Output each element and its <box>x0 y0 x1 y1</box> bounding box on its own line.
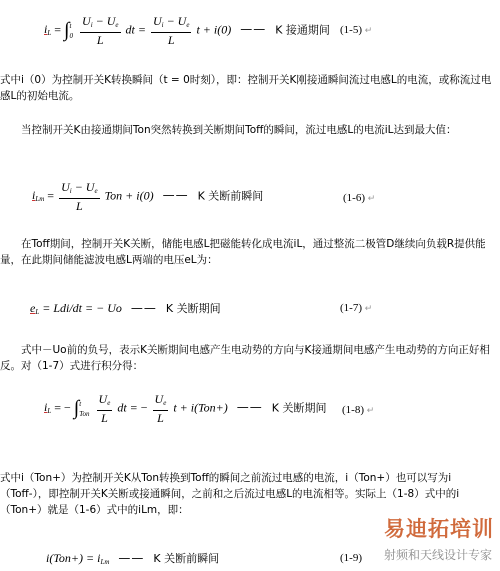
return-mark-icon: ↵ <box>364 25 373 35</box>
dash: —— <box>162 188 189 203</box>
paragraph-initial-current: 式中i（0）为控制开关K转换瞬间（t = 0时刻），即：控制开关K刚接通瞬间流过电感L的电流，或称流过电感L的初始电流。 <box>0 74 492 102</box>
dt-term: dt = <box>117 400 138 415</box>
paragraph-ton-current: 式中i（Ton+）为控制开关K从Ton转换到Toff的瞬间之前流过电感的电流，i（Ton+）也可以写为i（Toff-），即控制开关K关断或接通瞬间，之前和之后流过电感L的电流相等。实际上（1-8）式中的i（Ton+）就是（1-6）式中的iLm，即： <box>0 472 460 516</box>
eq-lhs: $i_L$ <box>44 400 52 416</box>
eq-tail: t + i(Ton+) <box>173 400 228 415</box>
integral-limits: t Ton <box>79 399 90 418</box>
equation-caption: K 关断前瞬间 <box>197 189 264 203</box>
integral-sign: ∫ <box>64 19 70 41</box>
eq-lhs: $i_L$ <box>44 22 52 38</box>
equation-number: (1-5) ↵ <box>340 24 373 36</box>
fraction-ui-ue-over-l-2: $\frac{U_i - U_e}{L}$ <box>152 14 190 47</box>
fraction-ui-ue-over-l: $\frac{U_i - U_e}{L}$ <box>61 180 98 213</box>
equation-1-5: $i_L$ = ∫ t 0 $\frac{U_i - U_e}{L}$ dt = $\frac{U_i - U_e}{L}$ t + i(0) —— K 接通期间 <box>44 14 330 47</box>
dash: —— <box>130 301 157 315</box>
paragraph-negative-sign: 式中－Uo前的负号，表示K关断期间电感产生电动势的方向与K接通期间电感产生电动势的方向正好相反。对（1-7）式进行积分得： <box>0 344 490 372</box>
dash: —— <box>236 400 263 415</box>
eq-tail: t + i(0) <box>196 22 232 37</box>
paragraph-toff-period: 在Toff期间，控制开关K关断，储能电感L把磁能转化成电流iL，通过整流二极管D继续向负载R提供能量，在此期间储能滤波电感L两端的电压eL为： <box>0 238 486 266</box>
eq-lhs-sub: Lm <box>100 558 110 566</box>
fraction-ue-over-l: $\frac{U_e}{L}$ <box>98 392 111 425</box>
dash: —— <box>118 551 145 565</box>
equation-caption: K 关断期间 <box>165 302 221 315</box>
equation-caption: K 关断前瞬间 <box>153 552 220 565</box>
equation-1-8: $i_L$ = − ∫ t Ton $\frac{U_e}{L}$ dt = − $\frac{U_e}{L}$ t + i(Ton+) —— K 关断期间 <box>44 392 327 425</box>
equation-number: (1-7) ↵ <box>340 302 373 314</box>
equation-1-6: $i_{Lm}$ = $\frac{U_i - U_e}{L}$ Ton + i(0) —— K 关断前瞬间 <box>32 180 264 213</box>
eq-body: = Ldi/dt = − Uo <box>39 301 122 315</box>
equation-number: (1-6) ↵ <box>343 192 376 204</box>
equation-caption: K 关断期间 <box>271 401 327 415</box>
integral-limits: t 0 <box>69 21 74 40</box>
eq-lhs: $e_L$ <box>30 301 40 316</box>
integral-sign: ∫ <box>73 397 80 419</box>
equation-caption: K 接通期间 <box>275 23 330 37</box>
equation-1-9 <box>46 550 219 566</box>
fraction-ui-ue-over-l: $\frac{U_i - U_e}{L}$ <box>82 14 119 47</box>
fraction-ue-over-l-2: $\frac{U_e}{L}$ <box>154 392 167 425</box>
watermark-brand: 易迪拓培训 <box>384 517 494 541</box>
equation-1-7 <box>30 300 221 316</box>
eq-tail: Ton + i(0) <box>104 188 154 203</box>
dash: —— <box>240 22 267 37</box>
equation-number: (1-9) <box>340 552 362 564</box>
paragraph-max-current: 当控制开关K由接通期间Ton突然转换到关断期间Toff的瞬间，流过电感L的电流iL达到最大值： <box>21 124 457 136</box>
dt-term: dt = <box>125 22 146 37</box>
equation-number: (1-8) ↵ <box>342 404 375 416</box>
watermark-tagline: 射频和天线设计专家 <box>383 548 492 562</box>
return-mark-icon: ↵ <box>367 193 376 203</box>
eq-lhs: $i_{Lm}$ <box>32 188 45 204</box>
return-mark-icon: ↵ <box>366 405 375 415</box>
return-mark-icon: ↵ <box>364 303 373 313</box>
eq-lhs: i(Ton+) = i <box>46 551 101 565</box>
